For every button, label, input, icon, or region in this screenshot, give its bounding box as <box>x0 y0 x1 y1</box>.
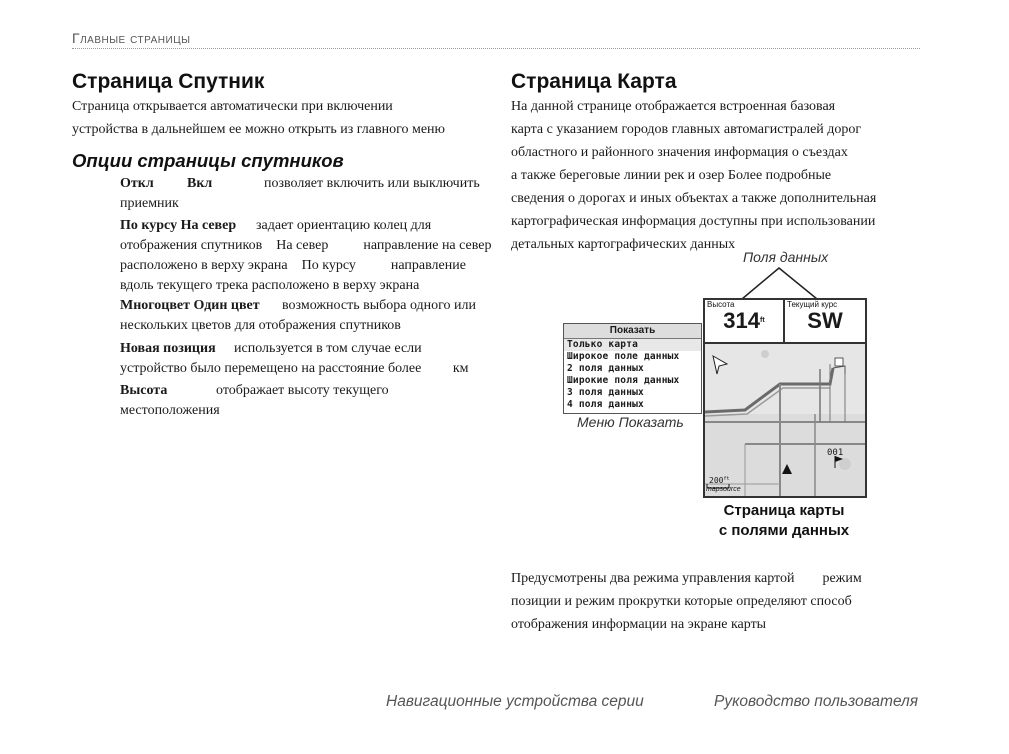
option-desc: возможность выбора одного или <box>282 298 477 313</box>
option-desc: используется в том случае если <box>234 341 422 356</box>
map-canvas <box>705 344 865 496</box>
option-desc: задает ориентацию колец для <box>256 218 432 233</box>
data-field-altitude <box>705 300 785 344</box>
options-title: Опции страницы спутников <box>72 150 344 171</box>
data-fields-pointer <box>740 266 820 300</box>
menu-item[interactable]: 4 поля данных <box>567 399 644 410</box>
option-desc: позволяет включить или выключить <box>264 176 480 191</box>
running-header: Главные страницы <box>72 30 191 46</box>
altitude-value: 314 <box>723 308 761 333</box>
option-term: Высота <box>120 383 168 398</box>
option-desc-line2: устройство было перемещено на расстояние более км <box>120 361 469 376</box>
option-power <box>120 174 482 214</box>
map-intro-line: детальных картографических данных <box>511 237 736 252</box>
satellite-intro-line2: устройства в дальнейшем ее можно открыть из главного меню <box>72 122 445 137</box>
map-intro-line: карта с указанием городов главных автомагистралей дорог <box>511 122 862 137</box>
option-new-position <box>120 339 482 379</box>
map-caption <box>690 501 878 541</box>
map-caption-line1: Страница карты <box>723 502 845 519</box>
option-desc: отображает высоту текущего <box>216 383 389 398</box>
data-fields-caption: Поля данных <box>743 249 829 265</box>
data-field-heading <box>785 300 865 344</box>
field-value <box>705 309 783 333</box>
satellite-intro <box>72 95 492 141</box>
menu-item[interactable]: 3 поля данных <box>567 387 644 398</box>
map-modes-line: позиции и режим прокрутки которые определяют способ <box>511 594 852 609</box>
display-menu <box>563 323 702 414</box>
waypoint-label: 001 <box>827 448 844 458</box>
option-altitude <box>120 381 482 421</box>
field-value: SW <box>807 308 843 333</box>
map-page-title: Страница Карта <box>511 70 677 93</box>
display-menu-title: Показать <box>564 324 701 339</box>
map-modes-line: Предусмотрены два режима управления картой режим <box>511 571 862 586</box>
altitude-unit: ft <box>760 317 765 324</box>
option-desc-line3: расположено в верху экрана По курсу направление <box>120 258 466 273</box>
option-term: Новая позиция <box>120 341 216 356</box>
map-intro-line: а также береговые линии рек и озер Более подробные <box>511 168 832 183</box>
option-term: По курсу На север <box>120 218 237 233</box>
menu-item[interactable]: 2 поля данных <box>567 363 644 374</box>
field-label: Текущий курс <box>787 300 838 309</box>
scale-value: 200 <box>709 476 724 485</box>
display-menu-caption: Меню Показать <box>577 414 684 430</box>
map-modes-line: отображения информации на экране карты <box>511 617 767 632</box>
menu-item[interactable]: Широкое поле данных <box>567 351 680 362</box>
map-screen <box>703 298 867 498</box>
map-intro-line: сведения о дорогах и иных объектах а также дополнительная <box>511 191 877 206</box>
scale-label <box>709 476 729 485</box>
satellite-intro-line1: Страница открывается автоматически при включении <box>72 99 393 114</box>
footer-right: Руководство пользователя <box>714 693 919 710</box>
option-color <box>120 296 482 336</box>
menu-item[interactable]: Широкие поля данных <box>567 375 680 386</box>
option-orientation <box>120 216 492 296</box>
satellite-page-title: Страница Спутник <box>72 70 265 93</box>
header-rule <box>72 48 920 49</box>
map-intro-line: картографическая информация доступны при использовании <box>511 214 876 229</box>
option-desc-line2: нескольких цветов для отображения спутников <box>120 318 401 333</box>
mapsource-logo: mapsource <box>706 486 741 493</box>
footer-left: Навигационные устройства серии <box>386 693 644 710</box>
option-desc-line4: вдоль текущего трека расположено в верху экрана <box>120 278 420 293</box>
map-caption-line2: с полями данных <box>718 522 850 539</box>
map-intro-line: На данной странице отображается встроенная базовая <box>511 99 836 114</box>
map-intro <box>511 95 931 256</box>
option-desc-line2: приемник <box>120 196 179 211</box>
option-term: Многоцвет Один цвет <box>120 298 260 313</box>
scale-unit: ft <box>723 476 730 482</box>
map-intro-line: областного и районного значения информация о съездах <box>511 145 848 160</box>
field-label: Высота <box>707 300 735 309</box>
map-modes-text <box>511 567 931 636</box>
option-desc-line2: местоположения <box>120 403 220 418</box>
option-term-2: Вкл <box>187 176 213 191</box>
option-desc-line2: отображения спутников На север направление на север <box>120 238 492 253</box>
option-term: Откл <box>120 176 154 191</box>
menu-item[interactable]: Только карта <box>564 339 701 351</box>
